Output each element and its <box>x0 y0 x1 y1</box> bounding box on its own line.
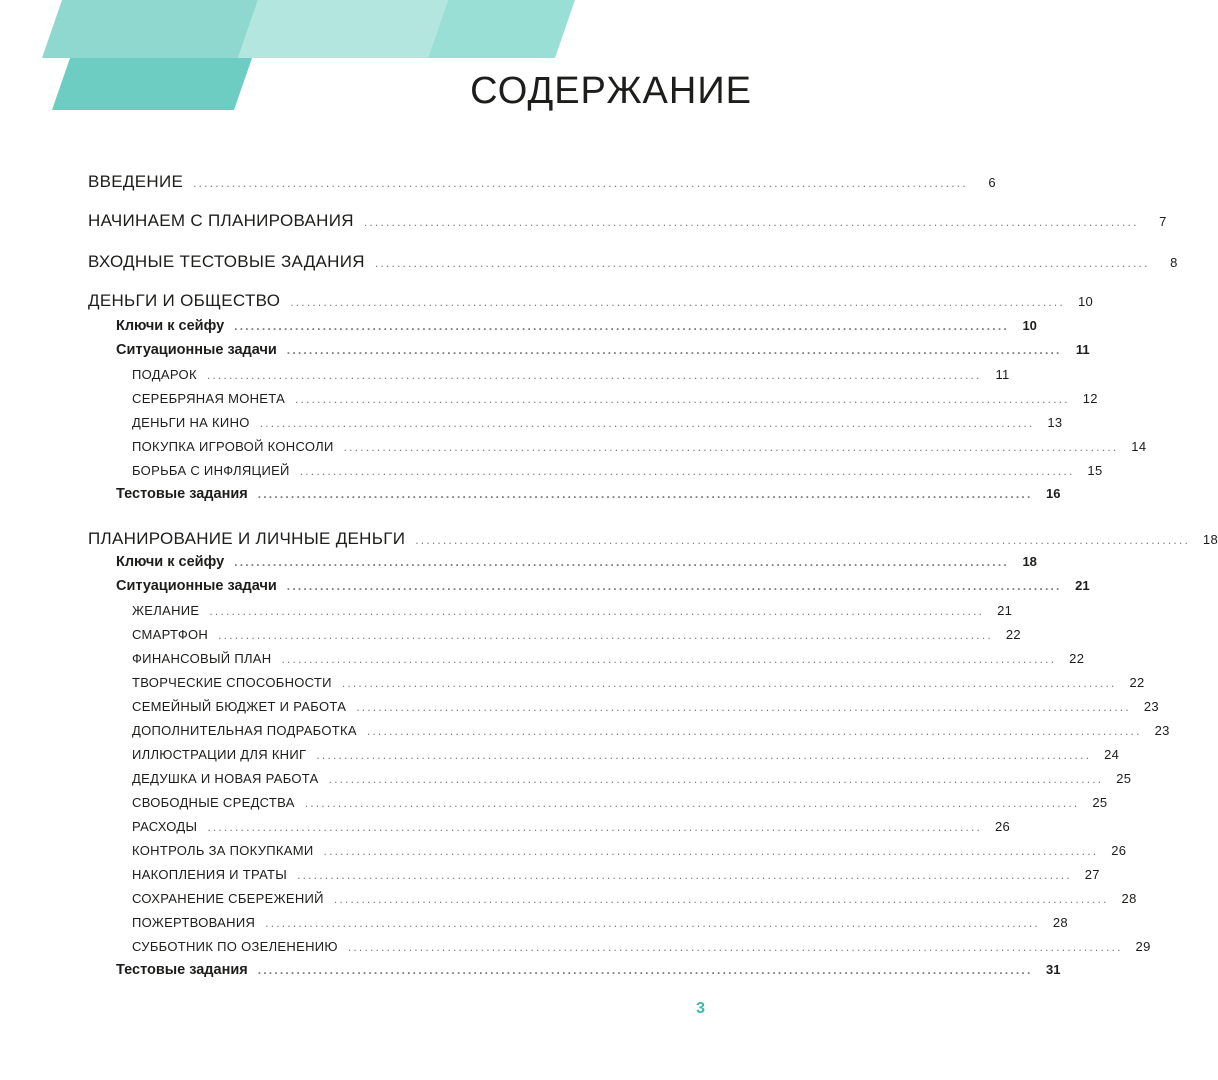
toc-leader-dots: ............................................................................................................................................ <box>356 700 1131 714</box>
toc-entry-page: 22 <box>1069 651 1085 666</box>
toc-entry[interactable] <box>132 939 1151 954</box>
toc-leader-dots: ............................................................................................................................................ <box>366 724 1142 738</box>
toc-entry-label: ВВЕДЕНИЕ <box>88 172 184 191</box>
toc-entry-label: НАКОПЛЕНИЯ И ТРАТЫ <box>132 867 288 882</box>
toc-entry[interactable] <box>116 318 1037 334</box>
toc-entry[interactable] <box>132 415 1063 430</box>
toc-entry-page: 14 <box>1131 439 1147 454</box>
toc-entry-page: 21 <box>997 603 1013 618</box>
toc-entry-page: 25 <box>1116 771 1132 786</box>
toc-entry-label: КОНТРОЛЬ ЗА ПОКУПКАМИ <box>132 843 314 858</box>
decor-band-1 <box>42 0 258 58</box>
toc-leader-dots: ............................................................................................................................................ <box>415 533 1190 547</box>
toc-entry-label: ПЛАНИРОВАНИЕ И ЛИЧНЫЕ ДЕНЬГИ <box>88 529 406 548</box>
toc-entry-label: БОРЬБА С ИНФЛЯЦИЕЙ <box>132 463 290 478</box>
toc-entry-page: 26 <box>995 819 1011 834</box>
toc-entry-label: СЕМЕЙНЫЙ БЮДЖЕТ И РАБОТА <box>132 699 347 714</box>
toc-entry[interactable] <box>132 391 1098 406</box>
toc-entry-label: Тестовые задания <box>116 962 248 978</box>
toc-entry-page: 28 <box>1052 915 1068 930</box>
toc-entry-page: 31 <box>1046 962 1061 977</box>
toc-entry-label: ПОКУПКА ИГРОВОЙ КОНСОЛИ <box>132 439 334 454</box>
toc-entry[interactable] <box>132 867 1100 882</box>
toc-entry-label: НАЧИНАЕМ С ПЛАНИРОВАНИЯ <box>88 211 354 230</box>
toc-entry-page: 6 <box>988 175 996 190</box>
toc-entry[interactable] <box>116 342 1090 358</box>
toc-leader-dots: ............................................................................................................................................ <box>295 392 1070 406</box>
toc-entry-label: ТВОРЧЕСКИЕ СПОСОБНОСТИ <box>132 675 332 690</box>
toc-entry-label: ДЕНЬГИ И ОБЩЕСТВО <box>88 291 281 310</box>
toc-entry[interactable] <box>116 486 1061 502</box>
toc-leader-dots: ............................................................................................................................................ <box>347 940 1123 954</box>
toc-leader-dots: ............................................................................................................................................ <box>297 868 1072 882</box>
page-number: 3 <box>696 1000 705 1017</box>
toc-entry[interactable] <box>132 699 1159 714</box>
toc-leader-dots: ............................................................................................................................................ <box>328 772 1104 786</box>
toc-entry-page: 29 <box>1135 939 1151 954</box>
toc-entry[interactable] <box>132 915 1068 930</box>
toc-entry[interactable] <box>88 529 1218 549</box>
toc-leader-dots: ............................................................................................................................................ <box>341 676 1117 690</box>
toc-entry-label: Ситуационные задачи <box>116 578 277 594</box>
toc-leader-dots: ............................................................................................................................................ <box>207 820 983 834</box>
toc-entry-label: Ситуационные задачи <box>116 342 277 358</box>
toc-leader-dots: ............................................................................................................................................ <box>234 319 1009 333</box>
toc-leader-dots: ............................................................................................................................................ <box>286 343 1062 357</box>
toc-entry-page: 18 <box>1022 554 1037 569</box>
toc-entry-page: 25 <box>1092 795 1108 810</box>
toc-entry-page: 22 <box>1005 627 1021 642</box>
toc-entry-page: 26 <box>1111 843 1127 858</box>
toc-entry-page: 18 <box>1202 532 1218 547</box>
toc-entry-label: СМАРТФОН <box>132 627 209 642</box>
toc-entry-page: 24 <box>1104 747 1120 762</box>
toc-entry[interactable] <box>132 463 1103 478</box>
toc-entry-page: 11 <box>1075 342 1090 357</box>
toc-entry-label: Ключи к сейфу <box>116 318 225 334</box>
toc-entry-label: ВХОДНЫЕ ТЕСТОВЫЕ ЗАДАНИЯ <box>88 252 365 271</box>
toc-leader-dots: ............................................................................................................................................ <box>304 796 1080 810</box>
toc-leader-dots: ............................................................................................................................................ <box>374 256 1150 270</box>
toc-entry-label: ФИНАНСОВЫЙ ПЛАН <box>132 651 272 666</box>
toc-entry-label: ПОЖЕРТВОВАНИЯ <box>132 915 256 930</box>
toc-leader-dots: ............................................................................................................................................ <box>286 579 1062 593</box>
toc-entry-label: СОХРАНЕНИЕ СБЕРЕЖЕНИЙ <box>132 891 324 906</box>
toc-entry-page: 23 <box>1143 699 1159 714</box>
toc-entry[interactable] <box>132 891 1137 906</box>
toc-entry-page: 10 <box>1077 294 1093 309</box>
toc-entry-label: ДОПОЛНИТЕЛЬНАЯ ПОДРАБОТКА <box>132 723 357 738</box>
toc-entry-page: 12 <box>1082 391 1098 406</box>
toc-entry-label: СЕРЕБРЯНАЯ МОНЕТА <box>132 391 286 406</box>
toc-entry-label: Тестовые задания <box>116 486 248 502</box>
toc-entry-page: 8 <box>1170 255 1178 270</box>
toc-entry[interactable] <box>132 771 1132 786</box>
toc-leader-dots: ............................................................................................................................................ <box>259 416 1035 430</box>
toc-entry[interactable] <box>88 172 996 192</box>
toc-entry[interactable] <box>132 723 1170 738</box>
toc-leader-dots: ............................................................................................................................................ <box>343 440 1119 454</box>
toc-leader-dots: ............................................................................................................................................ <box>193 176 968 190</box>
toc-entry-page: 23 <box>1154 723 1170 738</box>
toc-entry-page: 27 <box>1084 867 1100 882</box>
toc-entry-label: ИЛЛЮСТРАЦИИ ДЛЯ КНИГ <box>132 747 307 762</box>
toc-entry[interactable] <box>116 578 1090 594</box>
toc-entry-label: ПОДАРОК <box>132 367 197 382</box>
toc-entry-page: 16 <box>1046 486 1061 501</box>
toc-entry-page: 13 <box>1047 415 1063 430</box>
toc-entry-label: Ключи к сейфу <box>116 554 225 570</box>
toc-entry[interactable] <box>116 962 1061 978</box>
toc-entry[interactable] <box>132 795 1108 810</box>
toc-entry-page: 10 <box>1022 318 1037 333</box>
toc-entry[interactable] <box>132 651 1085 666</box>
toc-entry[interactable] <box>88 252 1178 272</box>
toc-leader-dots: ............................................................................................................................................ <box>290 295 1065 309</box>
toc-entry[interactable] <box>88 211 1167 231</box>
toc-entry[interactable] <box>132 627 1021 642</box>
toc-leader-dots: ............................................................................................................................................ <box>234 555 1009 569</box>
toc-entry[interactable] <box>132 367 1010 382</box>
toc-entry[interactable] <box>132 843 1127 858</box>
toc-leader-dots: ............................................................................................................................................ <box>209 604 985 618</box>
toc-leader-dots: ............................................................................................................................................ <box>281 652 1057 666</box>
toc-entry-page: 21 <box>1075 578 1090 593</box>
toc-leader-dots: ............................................................................................................................................ <box>265 916 1040 930</box>
toc-entry-label: ДЕДУШКА И НОВАЯ РАБОТА <box>132 771 319 786</box>
toc-entry-label: СУББОТНИК ПО ОЗЕЛЕНЕНИЮ <box>132 939 338 954</box>
toc-entry[interactable] <box>116 554 1037 570</box>
toc-entry[interactable] <box>132 675 1145 690</box>
toc-entry-label: ЖЕЛАНИЕ <box>132 603 200 618</box>
toc-leader-dots: ............................................................................................................................................ <box>363 215 1139 229</box>
toc-leader-dots: ............................................................................................................................................ <box>323 844 1099 858</box>
toc-entry-label: СВОБОДНЫЕ СРЕДСТВА <box>132 795 295 810</box>
toc-entry-page: 11 <box>995 367 1010 382</box>
decor-band-3 <box>428 0 575 58</box>
toc-entry[interactable] <box>132 747 1120 762</box>
toc-leader-dots: ............................................................................................................................................ <box>257 963 1033 977</box>
decor-band-2 <box>238 0 448 58</box>
toc-leader-dots: ............................................................................................................................................ <box>333 892 1109 906</box>
toc-entry[interactable] <box>88 291 1093 311</box>
toc-entry-label: РАСХОДЫ <box>132 819 198 834</box>
toc-entry-page: 28 <box>1121 891 1137 906</box>
toc-entry-page: 15 <box>1087 463 1103 478</box>
toc-entry[interactable] <box>132 819 1011 834</box>
toc-leader-dots: ............................................................................................................................................ <box>218 628 993 642</box>
toc-leader-dots: ............................................................................................................................................ <box>257 487 1033 501</box>
toc-entry-page: 22 <box>1129 675 1145 690</box>
toc-entry-page: 7 <box>1159 214 1167 229</box>
toc-entry-label: ДЕНЬГИ НА КИНО <box>132 415 250 430</box>
toc-leader-dots: ............................................................................................................................................ <box>299 464 1075 478</box>
toc-entry[interactable] <box>132 439 1147 454</box>
toc-entry[interactable] <box>132 603 1013 618</box>
toc-leader-dots: ............................................................................................................................................ <box>206 368 982 382</box>
page-title: СОДЕРЖАНИЕ <box>470 70 752 112</box>
toc-leader-dots: ............................................................................................................................................ <box>316 748 1092 762</box>
